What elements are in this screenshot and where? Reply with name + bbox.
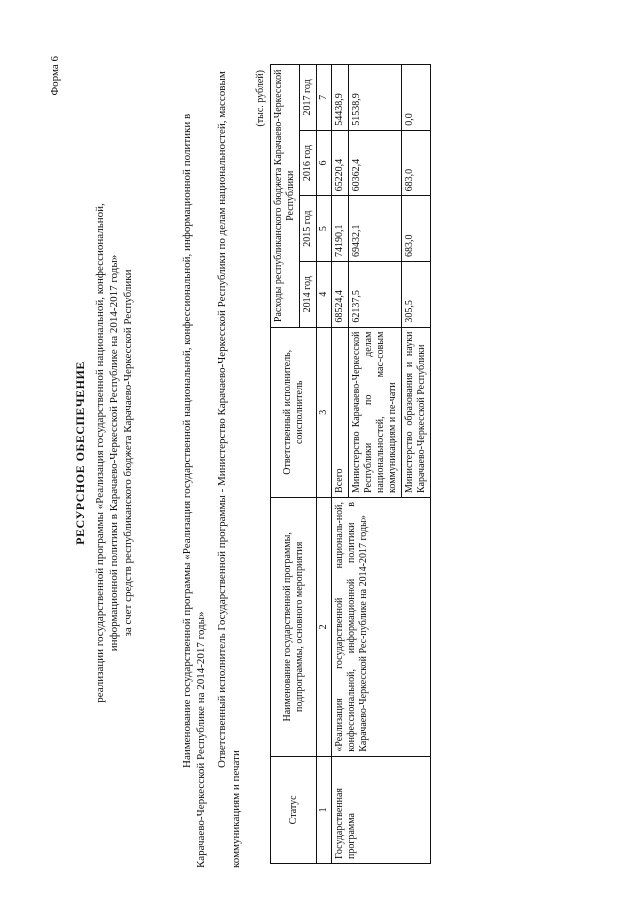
table-row xyxy=(332,64,349,863)
header-year: 2015 год xyxy=(300,195,317,261)
subtitle-line: реализации государственной программы «Реализация государственной национальной, конфессиональной, xyxy=(94,202,106,703)
program-name-line: Наименование государственной программы «Реализация государственной национальной, конфессиональной, информационной политики в Карачаево-Черкесской Республике на 2014-2017 годы» xyxy=(181,113,207,868)
status-cell: Государственная программа xyxy=(332,756,431,863)
executor-cell: Министерство Карачаево-Черкесской Республики по делам национальностей, мас-совым коммуникациям и пе-чати xyxy=(349,327,402,497)
executor-cell: Всего xyxy=(332,327,349,497)
value-cell: 68524,4 xyxy=(332,261,349,327)
document-heading xyxy=(73,8,135,898)
header-executor: Ответственный исполнитель, соисполнитель xyxy=(271,327,317,497)
executor-line: Ответственный исполнитель Государственной программы - Министерство Карачаево-Черкесской Республики по делам национальностей, массовым коммуникациям и печати xyxy=(216,70,242,868)
index-cell: 6 xyxy=(317,130,332,196)
header-name: Наименование государственной программы, подпрограммы, основного мероприятия xyxy=(271,497,317,756)
value-cell: 683,0 xyxy=(402,130,431,196)
value-cell: 69432,1 xyxy=(349,195,402,261)
units-label: (тыс. рублей) xyxy=(255,69,266,127)
subtitle-line: за счет средств республиканского бюджета Карачаево-Черкесской Республики xyxy=(122,268,134,637)
header-year: 2014 год xyxy=(300,261,317,327)
index-cell: 7 xyxy=(317,64,332,130)
header-status: Статус xyxy=(271,756,317,863)
value-cell: 305,5 xyxy=(402,261,431,327)
header-year: 2017 год xyxy=(300,64,317,130)
executor-cell: Министерство образования и науки Карачаево-Черкесской Республики xyxy=(402,327,431,497)
rotated-document-page xyxy=(15,8,625,898)
index-cell: 3 xyxy=(317,327,332,497)
form-label: Форма 6 xyxy=(49,55,61,96)
table-header-row xyxy=(271,64,300,863)
value-cell: 683,0 xyxy=(402,195,431,261)
index-cell: 5 xyxy=(317,195,332,261)
value-cell: 54438,9 xyxy=(332,64,349,130)
value-cell: 62137,5 xyxy=(349,261,402,327)
index-cell: 4 xyxy=(317,261,332,327)
document-title: РЕСУРСНОЕ ОБЕСПЕЧЕНИЕ xyxy=(73,360,87,545)
value-cell: 51538,9 xyxy=(349,64,402,130)
value-cell: 60362,4 xyxy=(349,130,402,196)
subtitle-line: информационной политики в Карачаево-Черкесской Республике на 2014-2017 годы» xyxy=(108,254,120,651)
index-cell: 1 xyxy=(317,756,332,863)
table-index-row xyxy=(317,64,332,863)
header-expenses: Расходы республиканского бюджета Карачаево-Черкесской Республики xyxy=(271,64,300,327)
program-name-cell: «Реализация государственной националь-ной, конфессиональной, информационной политики в Карачаево-Черкесской Рес-публике на 2014-2017 годы» xyxy=(332,497,431,756)
value-cell: 0,0 xyxy=(402,64,431,130)
header-year: 2016 год xyxy=(300,130,317,196)
resource-table xyxy=(270,64,431,864)
value-cell: 74190,1 xyxy=(332,195,349,261)
index-cell: 2 xyxy=(317,497,332,756)
value-cell: 65220,4 xyxy=(332,130,349,196)
